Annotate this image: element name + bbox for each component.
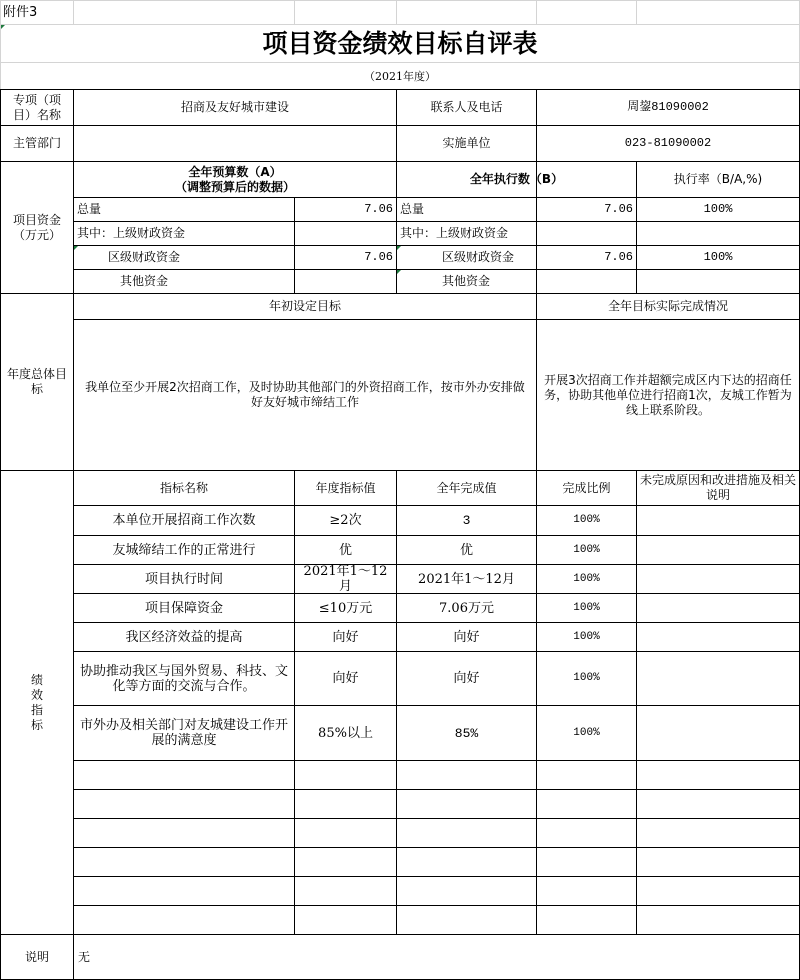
indicator-cell: 100% xyxy=(573,601,600,614)
indicator-cell: 100% xyxy=(573,543,600,556)
indicator-cell xyxy=(637,565,799,593)
indicator-cell xyxy=(637,906,799,934)
indicator-cell xyxy=(537,848,636,876)
funds-row-exec-value xyxy=(537,270,636,293)
indicators-section-label: 绩 效 指 标 xyxy=(30,672,43,732)
indicator-cell: ≤10万元 xyxy=(318,600,373,616)
indicator-cell: 3 xyxy=(462,513,471,528)
indicator-cell xyxy=(74,790,294,818)
indicator-cell: 100% xyxy=(573,672,600,684)
implementer-label: 实施单位 xyxy=(442,136,491,150)
indicator-cell xyxy=(397,761,536,789)
funds-row-exec-value: 7.06 xyxy=(604,202,633,216)
page-title: 项目资金绩效目标自评表 xyxy=(262,28,538,58)
attachment-label: 附件3 xyxy=(3,4,38,20)
indicator-cell: 2021年1～12月 xyxy=(303,565,388,593)
indicator-cell xyxy=(537,906,636,934)
funds-section-label: 项目资金（万元） xyxy=(12,212,61,242)
notes-value: 无 xyxy=(78,949,91,964)
actual-goal-text: 开展3次招商工作并超额完成区内下达的招商任务，协助其他单位进行招商1次，友城工作暂为线上联系阶段。 xyxy=(544,372,792,417)
indicator-cell xyxy=(537,877,636,905)
indicator-cell xyxy=(637,623,799,651)
indicator-cell: 友城缔结工作的正常进行 xyxy=(112,542,256,558)
indicator-cell xyxy=(637,506,799,535)
indicator-cell: 100% xyxy=(573,726,600,739)
indicator-cell: 100% xyxy=(573,572,600,585)
year-label: （2021年度） xyxy=(364,69,436,83)
indicator-cell xyxy=(295,877,396,905)
indicator-cell xyxy=(295,790,396,818)
indicator-header: 完成比例 xyxy=(562,480,611,495)
indicator-cell: 协助推动我区与国外贸易、科技、文化等方面的交流与合作。 xyxy=(79,663,288,694)
funds-row-rate: 100% xyxy=(703,250,733,264)
funds-row-exec-value: 7.06 xyxy=(604,250,633,264)
funds-row-budget-label: 其他资金 xyxy=(120,274,169,288)
notes-label: 说明 xyxy=(24,949,49,964)
indicator-cell xyxy=(74,761,294,789)
indicator-cell xyxy=(637,594,799,622)
indicator-cell: 85%以上 xyxy=(318,725,373,741)
budget-header: 全年预算数（A） （调整预算后的数据） xyxy=(174,164,295,194)
indicator-cell xyxy=(637,706,799,760)
department-value xyxy=(74,126,396,161)
indicator-cell: 优 xyxy=(338,542,352,558)
actual-goal-header: 全年目标实际完成情况 xyxy=(607,299,728,313)
indicator-cell xyxy=(397,819,536,847)
funds-row-exec-value xyxy=(537,222,636,245)
indicator-cell: 7.06万元 xyxy=(439,600,494,616)
indicator-cell: 2021年1～12月 xyxy=(418,571,515,587)
indicator-cell xyxy=(537,790,636,818)
indicator-header: 指标名称 xyxy=(159,480,208,495)
indicator-cell: 项目保障资金 xyxy=(144,600,223,616)
goals-section-label: 年度总体目标 xyxy=(6,367,67,396)
indicator-cell: 向好 xyxy=(453,671,480,686)
indicator-cell xyxy=(637,848,799,876)
funds-row-budget-label: 总量 xyxy=(77,202,102,216)
execution-header: 全年执行数（B） xyxy=(469,172,564,186)
cell-marker-icon xyxy=(397,270,401,274)
department-label: 主管部门 xyxy=(12,136,61,150)
cell-marker-icon xyxy=(397,246,401,250)
funds-row-exec-label: 总量 xyxy=(400,202,425,216)
rate-header: 执行率（B/A,%) xyxy=(673,172,763,186)
indicator-cell xyxy=(637,761,799,789)
implementer-value: 023-81090002 xyxy=(624,136,712,150)
indicator-cell xyxy=(295,906,396,934)
indicator-cell xyxy=(537,761,636,789)
indicator-cell: 本单位开展招商工作次数 xyxy=(112,513,256,528)
indicator-cell: ≥2次 xyxy=(329,513,362,528)
indicator-cell xyxy=(637,536,799,564)
indicator-cell: 市外办及相关部门对友城建设工作开展的满意度 xyxy=(79,718,288,748)
contact-label: 联系人及电话 xyxy=(430,100,503,114)
cell-marker-icon xyxy=(74,246,78,250)
indicator-cell: 100% xyxy=(573,630,600,643)
contact-value: 周鋆81090002 xyxy=(627,100,709,114)
indicator-cell xyxy=(637,652,799,705)
initial-goal-header: 年初设定目标 xyxy=(268,299,341,313)
indicator-cell xyxy=(397,906,536,934)
funds-row-budget-label: 其中：上级财政资金 xyxy=(77,226,186,240)
indicator-cell xyxy=(74,877,294,905)
funds-row-budget-value: 7.06 xyxy=(364,202,393,216)
indicator-cell xyxy=(74,819,294,847)
funds-row-exec-label: 其他资金 xyxy=(442,274,491,288)
indicator-header: 年度指标值 xyxy=(315,480,376,495)
indicator-cell xyxy=(397,848,536,876)
project-name-value: 招商及友好城市建设 xyxy=(180,100,289,114)
funds-row-exec-label: 其中：上级财政资金 xyxy=(400,226,509,240)
indicator-cell: 向好 xyxy=(453,629,480,645)
indicator-cell xyxy=(74,848,294,876)
indicator-cell xyxy=(295,761,396,789)
indicator-cell: 向好 xyxy=(332,671,359,686)
funds-row-budget-value xyxy=(295,270,396,293)
indicator-cell: 100% xyxy=(573,514,600,526)
indicator-cell xyxy=(295,848,396,876)
funds-row-rate xyxy=(637,222,799,245)
indicator-cell xyxy=(397,877,536,905)
funds-row-budget-value: 7.06 xyxy=(364,250,393,264)
indicator-cell: 向好 xyxy=(332,629,359,645)
cell-marker-icon xyxy=(1,25,5,29)
funds-row-rate: 100% xyxy=(703,202,733,216)
funds-row-rate xyxy=(637,270,799,293)
indicator-header: 未完成原因和改进措施及相关说明 xyxy=(640,473,797,502)
initial-goal-text: 我单位至少开展2次招商工作，及时协助其他部门的外资招商工作，按市外办安排做好友好城市缔结工作 xyxy=(85,380,525,409)
indicator-cell: 85% xyxy=(454,725,479,741)
funds-row-budget-value xyxy=(295,222,396,245)
indicator-cell xyxy=(537,819,636,847)
indicator-cell xyxy=(637,819,799,847)
indicator-cell xyxy=(295,819,396,847)
funds-row-exec-label: 区级财政资金 xyxy=(442,250,515,264)
indicator-cell: 项目执行时间 xyxy=(144,571,223,587)
indicator-cell: 优 xyxy=(459,542,473,558)
project-name-label: 专项（项目）名称 xyxy=(12,92,61,122)
indicator-cell xyxy=(74,906,294,934)
indicator-cell xyxy=(637,790,799,818)
funds-row-budget-label: 区级财政资金 xyxy=(108,250,181,264)
indicator-cell xyxy=(637,877,799,905)
indicator-cell: 我区经济效益的提高 xyxy=(125,629,243,645)
indicator-header: 全年完成值 xyxy=(436,480,497,495)
indicator-cell xyxy=(397,790,536,818)
